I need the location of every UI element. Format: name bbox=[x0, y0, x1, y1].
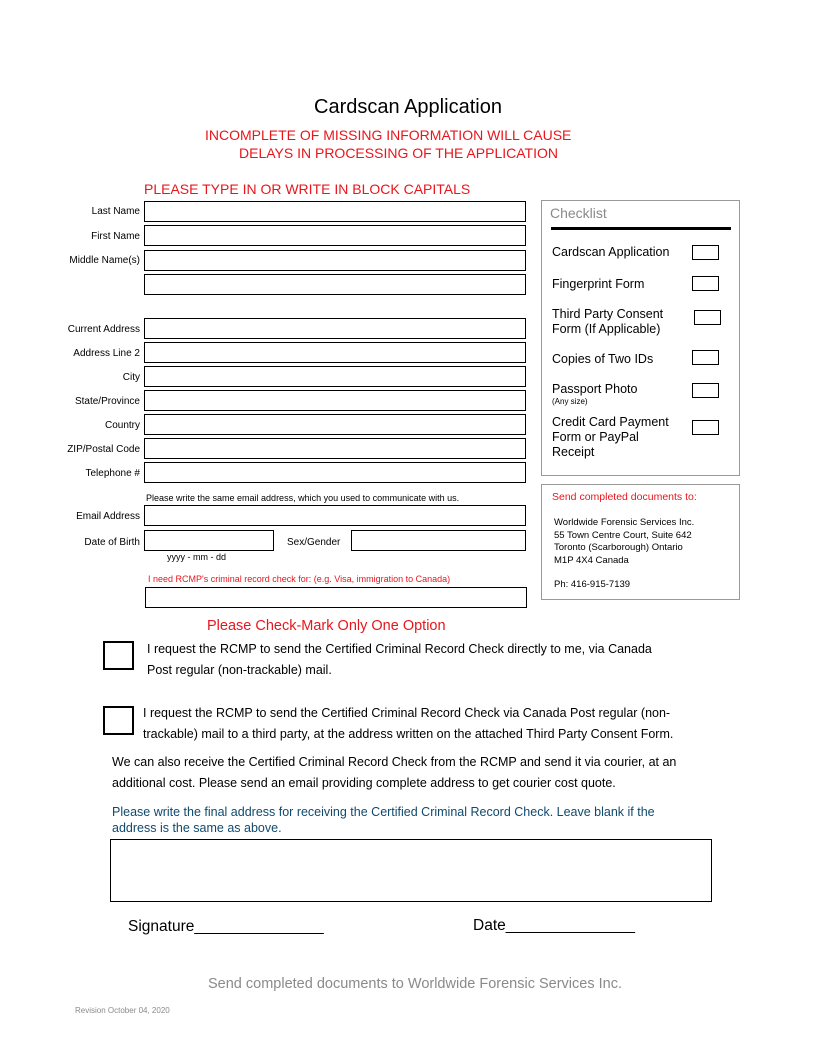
final-address-field[interactable] bbox=[110, 839, 712, 902]
send-to-heading: Send completed documents to: bbox=[552, 491, 697, 503]
purpose-note: I need RCMP's criminal record check for: (e.g. Visa, immigration to Canada) bbox=[148, 574, 451, 584]
country-field[interactable] bbox=[144, 414, 526, 435]
country-label: Country bbox=[104, 420, 140, 431]
dob-field[interactable] bbox=[144, 530, 274, 551]
telephone-field[interactable] bbox=[144, 462, 526, 483]
purpose-field[interactable] bbox=[145, 587, 527, 608]
option-1-checkbox[interactable] bbox=[103, 641, 134, 670]
zip-label: ZIP/Postal Code bbox=[67, 444, 140, 455]
checklist-divider bbox=[551, 227, 731, 230]
middle-names-label: Middle Name(s) bbox=[69, 255, 140, 266]
checklist-checkbox-fingerprint[interactable] bbox=[692, 276, 719, 291]
dob-format: yyyy - mm - dd bbox=[167, 552, 227, 562]
checklist-item-payment-3: Receipt bbox=[552, 445, 595, 459]
option-2-line: I request the RCMP to send the Certified Criminal Record Check via Canada Post regular (non- bbox=[143, 706, 671, 720]
send-to-line: M1P 4X4 Canada bbox=[554, 554, 629, 566]
email-note: Please write the same email address, which you used to communicate with us. bbox=[146, 493, 460, 503]
final-address-instructions bbox=[112, 804, 655, 836]
checklist-item-payment-2: Form or PayPal bbox=[552, 430, 639, 444]
date-line[interactable]: Date_______________ bbox=[473, 917, 636, 934]
current-address-label: Current Address bbox=[67, 324, 140, 335]
checklist-checkbox-payment[interactable] bbox=[692, 420, 719, 435]
send-to-panel bbox=[541, 484, 740, 600]
current-address-field[interactable] bbox=[144, 318, 526, 339]
courier-text bbox=[112, 752, 676, 794]
sex-field[interactable] bbox=[351, 530, 526, 551]
address-line2-label: Address Line 2 bbox=[73, 348, 140, 359]
checklist-item-ids: Copies of Two IDs bbox=[552, 352, 654, 366]
checklist-checkbox-consent[interactable] bbox=[694, 310, 721, 325]
signature-line[interactable]: Signature_______________ bbox=[128, 918, 324, 935]
last-name-label: Last Name bbox=[91, 206, 140, 217]
address-line2-field[interactable] bbox=[144, 342, 526, 363]
checklist-item-photo: Passport Photo bbox=[552, 382, 638, 396]
checklist-checkbox-photo[interactable] bbox=[692, 383, 719, 398]
first-name-field[interactable] bbox=[144, 225, 526, 246]
zip-field[interactable] bbox=[144, 438, 526, 459]
final-address-line: address is the same as above. bbox=[112, 821, 282, 835]
city-field[interactable] bbox=[144, 366, 526, 387]
checklist-item-consent: Third Party Consent bbox=[552, 307, 664, 321]
first-name-label: First Name bbox=[91, 231, 140, 242]
middle-names-field-2[interactable] bbox=[144, 274, 526, 295]
warning-line-2: DELAYS IN PROCESSING OF THE APPLICATION bbox=[239, 145, 558, 161]
telephone-label: Telephone # bbox=[85, 468, 140, 479]
checklist-checkbox-ids[interactable] bbox=[692, 350, 719, 365]
courier-line: We can also receive the Certified Criminal Record Check from the RCMP and send it via courier, at an bbox=[112, 755, 677, 769]
final-address-line: Please write the final address for receiving the Certified Criminal Record Check. Leave blank if the bbox=[112, 805, 655, 819]
warning-line-1: INCOMPLETE OF MISSING INFORMATION WILL CAUSE bbox=[205, 127, 572, 143]
option-2-text bbox=[143, 703, 673, 745]
email-field[interactable] bbox=[144, 505, 526, 526]
checklist-item-fingerprint: Fingerprint Form bbox=[552, 277, 645, 291]
dob-label: Date of Birth bbox=[84, 537, 140, 548]
checklist-panel bbox=[541, 200, 740, 476]
checklist-checkbox-cardscan[interactable] bbox=[692, 245, 719, 260]
middle-names-field[interactable] bbox=[144, 250, 526, 271]
courier-line: additional cost. Please send an email providing complete address to get courier cost quote. bbox=[112, 776, 616, 790]
send-to-line: Toronto (Scarborough) Ontario bbox=[554, 542, 683, 553]
option-1-line: I request the RCMP to send the Certified Criminal Record Check directly to me, via Canada bbox=[147, 642, 652, 656]
option-2-line: trackable) mail to a third party, at the address written on the attached Third Party Consent Form. bbox=[143, 727, 674, 741]
options-heading: Please Check-Mark Only One Option bbox=[207, 618, 446, 634]
send-to-line: Worldwide Forensic Services Inc. bbox=[554, 517, 695, 528]
send-to-phone: Ph: 416-915-7139 bbox=[554, 579, 631, 590]
send-to-address bbox=[554, 517, 694, 567]
checklist-item-consent-2: Form (If Applicable) bbox=[552, 322, 661, 336]
last-name-field[interactable] bbox=[144, 201, 526, 222]
block-capitals-instruction: PLEASE TYPE IN OR WRITE IN BLOCK CAPITALS bbox=[144, 181, 471, 197]
page-title: Cardscan Application bbox=[314, 96, 502, 118]
city-label: City bbox=[122, 372, 140, 383]
checklist-item-payment: Credit Card Payment bbox=[552, 415, 669, 429]
email-label: Email Address bbox=[76, 511, 140, 522]
state-field[interactable] bbox=[144, 390, 526, 411]
option-1-text bbox=[147, 639, 652, 681]
checklist-title: Checklist bbox=[550, 205, 607, 221]
option-2-checkbox[interactable] bbox=[103, 706, 134, 735]
checklist-item-photo-note: (Any size) bbox=[552, 397, 588, 406]
sex-label: Sex/Gender bbox=[287, 537, 341, 548]
option-1-line: Post regular (non-trackable) mail. bbox=[147, 663, 332, 677]
state-label: State/Province bbox=[74, 396, 140, 407]
footer-send-note: Send completed documents to Worldwide Forensic Services Inc. bbox=[208, 976, 622, 992]
revision-date: Revision October 04, 2020 bbox=[75, 1006, 170, 1015]
send-to-line: 55 Town Centre Court, Suite 642 bbox=[554, 529, 692, 541]
checklist-item-cardscan: Cardscan Application bbox=[552, 245, 670, 259]
